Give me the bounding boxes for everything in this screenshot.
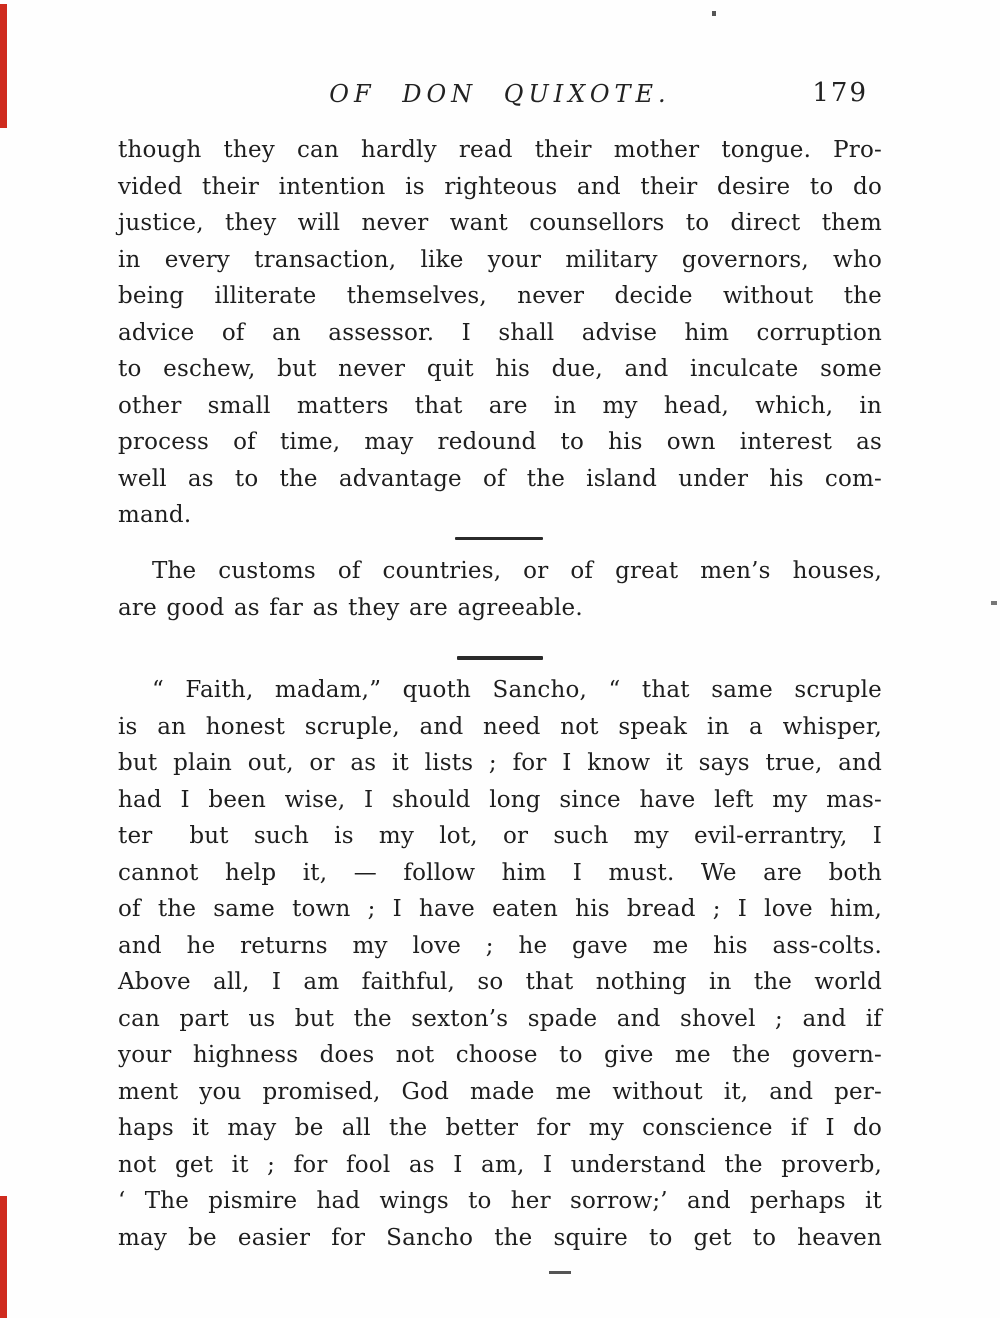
scan-speck-right-margin <box>991 601 997 605</box>
text-line: process of time, may redound to his own interest as <box>118 429 882 455</box>
text-line: but plain out, or as it lists ; for I know it says true, and <box>118 750 882 776</box>
running-header <box>118 80 882 114</box>
text-line: ment you promised, God made me without it, and per- <box>118 1078 882 1105</box>
text-line: in every transaction, like your military governors, who <box>118 246 882 273</box>
paragraph-advice <box>118 132 882 534</box>
text-line: and he returns my love ; he gave me his ass-colts. <box>118 932 882 959</box>
section-divider <box>457 656 543 660</box>
scan-edge-mark-bottom-left <box>0 1196 7 1318</box>
text-line: Above all, I am faithful, so that nothing in the world <box>118 969 882 995</box>
text-line: your highness does not choose to give me the govern- <box>118 1042 882 1068</box>
page-number: 179 <box>812 78 868 108</box>
text-line: are good as far as they are agreeable. <box>118 594 583 621</box>
text-line: may be easier for Sancho the squire to get to heaven <box>118 1224 882 1251</box>
text-line: had I been wise, I should long since have left my mas- <box>118 786 882 813</box>
paragraph-customs <box>118 553 882 626</box>
text-line: not get it ; for fool as I am, I understand the proverb, <box>118 1151 882 1178</box>
text-line: haps it may be all the better for my conscience if I do <box>118 1115 882 1141</box>
text-line: mand. <box>118 502 192 528</box>
text-line: justice, they will never want counsellors to direct them <box>118 210 882 236</box>
scan-speck-bottom-center <box>549 1271 571 1274</box>
text-line: ‘ The pismire had wings to her sorrow;’ and perhaps it <box>118 1188 882 1214</box>
text-line: is an honest scruple, and need not speak in a whisper, <box>118 713 882 740</box>
text-line: to eschew, but never quit his due, and inculcate some <box>118 356 882 382</box>
text-line: can part us but the sexton’s spade and shovel ; and if <box>118 1005 882 1032</box>
text-line: The customs of countries, or of great men’s houses, <box>152 558 882 584</box>
text-line: “ Faith, madam,” quoth Sancho, “ that same scruple <box>152 677 882 703</box>
text-line: though they can hardly read their mother tongue. Pro- <box>118 137 882 163</box>
text-line: other small matters that are in my head, which, in <box>118 392 882 419</box>
section-divider <box>455 537 543 540</box>
text-line: advice of an assessor. I shall advise him corruption <box>118 319 882 346</box>
scan-edge-mark-top-left <box>0 4 7 128</box>
page-title: OF DON QUIXOTE. <box>329 80 671 108</box>
text-line: vided their intention is righteous and their desire to do <box>118 173 882 200</box>
text-line: well as to the advantage of the island under his com- <box>118 465 882 492</box>
paragraph-sancho-speech <box>118 672 882 1256</box>
scan-speck-top <box>712 11 716 16</box>
text-line: ter but such is my lot, or such my evil-errantry, I <box>118 823 882 849</box>
text-line: being illiterate themselves, never decide without the <box>118 283 882 309</box>
text-line: of the same town ; I have eaten his bread ; I love him, <box>118 896 882 922</box>
text-line: cannot help it, — follow him I must. We are both <box>118 859 882 886</box>
